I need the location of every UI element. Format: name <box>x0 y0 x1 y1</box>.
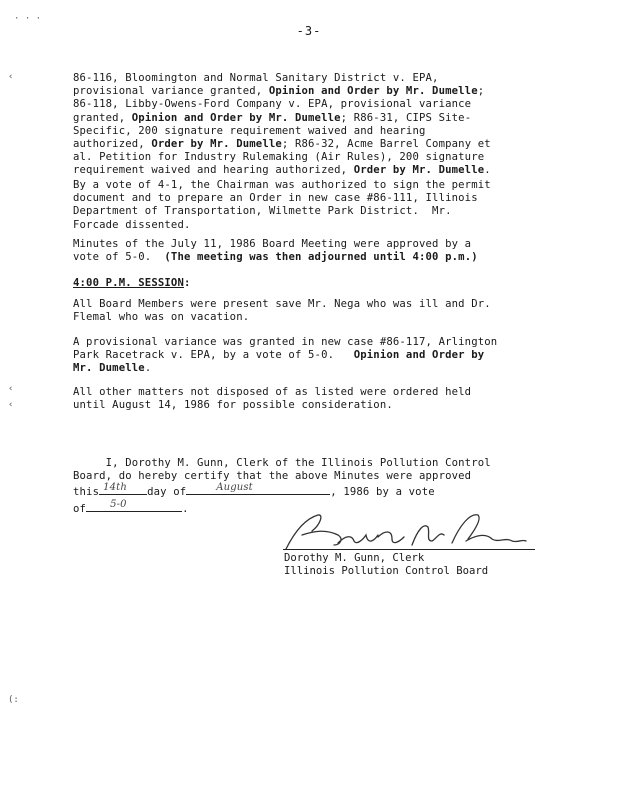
bold-text: Order by Mr. Dumelle <box>353 164 485 177</box>
bold-text: Mr. Dumelle <box>73 362 145 375</box>
paragraph-other-matters <box>73 386 543 412</box>
of-word: of <box>73 502 87 515</box>
text-line <box>73 205 543 218</box>
scan-speck: ‹ <box>8 384 14 394</box>
text-line <box>73 399 543 412</box>
handwritten-day: 14th <box>103 482 127 494</box>
text-segment: 86-118, Libby-Owens-Ford Company v. EPA, provisional variance <box>73 98 472 111</box>
text-line <box>73 138 543 151</box>
vote-blank <box>86 500 182 512</box>
text-line <box>73 72 543 85</box>
text-segment: A provisional variance was granted in new case #86-117, Arlington <box>73 336 498 348</box>
text-segment: ; R86-31, CIPS Site- <box>340 111 472 124</box>
certification-line-1: I, Dorothy M. Gunn, Clerk of the Illinois Pollution Control <box>73 457 491 469</box>
paragraph-case-list <box>73 72 543 178</box>
scan-speck: (: <box>8 695 19 705</box>
signatory-block <box>284 552 488 577</box>
signature-image <box>280 505 530 555</box>
paragraph-minutes-approved <box>73 238 543 264</box>
page-number: -3- <box>296 24 322 38</box>
signatory-organization: Illinois Pollution Control Board <box>284 564 489 577</box>
text-segment: All Board Members were present save Mr. Nega who was ill and Dr. <box>73 298 491 310</box>
year-text: , 1986 by a vote <box>330 486 435 499</box>
text-line <box>73 277 543 290</box>
text-line <box>73 192 543 205</box>
signatory-name: Dorothy M. Gunn, Clerk <box>284 552 425 564</box>
text-segment: Department of Transportation, Wilmette Park District. Mr. <box>73 205 452 218</box>
scan-speck: · · · <box>14 14 42 24</box>
text-segment: until August 14, 1986 for possible consideration. <box>73 399 393 412</box>
text-line <box>73 98 543 111</box>
text-segment: All other matters not disposed of as listed were ordered held <box>73 386 472 398</box>
text-segment: document and to prepare an Order in new case #86-111, Illinois <box>73 192 478 205</box>
paragraph-attendance <box>73 298 543 324</box>
signature-line <box>283 549 535 550</box>
text-line <box>73 251 543 264</box>
day-blank <box>99 483 147 495</box>
period: . <box>182 502 189 515</box>
text-line <box>73 179 543 192</box>
text-line <box>73 85 543 98</box>
text-segment: . <box>484 164 491 177</box>
text-segment: 86-116, Bloomington and Normal Sanitary District v. EPA, <box>73 72 439 84</box>
text-segment: vote of 5-0. <box>73 251 165 264</box>
text-segment: Minutes of the July 11, 1986 Board Meeting were approved by a <box>73 238 472 250</box>
text-segment: . <box>144 362 152 375</box>
paragraph-permit-vote <box>73 179 543 232</box>
bold-text: Order by Mr. Dumelle <box>151 138 282 151</box>
text-segment: Forcade dissented. <box>73 218 191 231</box>
bold-text: : <box>183 277 191 289</box>
text-segment: ; R86-32, Acme Barrel Company et <box>281 138 491 151</box>
text-segment: provisional variance granted, <box>73 85 269 98</box>
bold-text: Opinion and Order by Mr. Dumelle <box>131 111 341 124</box>
text-line <box>73 386 543 399</box>
bold-text: (The meeting was then adjourned until 4:00 p.m.) <box>164 251 478 264</box>
text-line <box>73 125 543 138</box>
day-of-word: day of <box>147 486 187 499</box>
text-line <box>73 164 543 177</box>
text-segment: Specific, 200 signature requirement waived and hearing <box>73 124 426 137</box>
bold-text: 4:00 P.M. SESSION <box>73 277 184 289</box>
bold-text: Opinion and Order by <box>353 349 485 362</box>
certification-line-2: Board, do hereby certify that the above Minutes were approved <box>73 470 472 483</box>
text-segment: Park Racetrack v. EPA, by a vote of 5-0. <box>73 349 354 362</box>
text-line <box>73 336 543 349</box>
bold-text: Opinion and Order by Mr. Dumelle <box>268 85 478 98</box>
text-line <box>73 112 543 125</box>
scan-speck: ‹ <box>8 72 14 82</box>
scan-speck: ‹ <box>8 400 14 410</box>
text-line <box>73 238 543 251</box>
month-blank <box>186 483 330 495</box>
text-segment: authorized, <box>73 138 152 151</box>
paragraph-arlington-variance <box>73 336 543 376</box>
text-segment: ; <box>477 85 485 98</box>
text-line <box>73 362 543 375</box>
text-line <box>73 151 543 164</box>
text-segment: By a vote of 4-1, the Chairman was authorized to sign the permit <box>73 179 491 191</box>
text-line <box>73 349 543 362</box>
text-line <box>73 311 543 324</box>
text-segment: granted, <box>73 111 132 124</box>
text-segment: Flemal who was on vacation. <box>73 311 250 324</box>
text-segment: al. Petition for Industry Rulemaking (Air Rules), 200 signature <box>73 151 485 164</box>
handwritten-month: August <box>216 482 253 494</box>
handwritten-vote: 5-0 <box>110 498 127 510</box>
text-line <box>73 219 543 232</box>
certification-line-3 <box>73 483 543 499</box>
text-segment: requirement waived and hearing authorized, <box>73 164 354 177</box>
text-line <box>73 298 543 311</box>
this-word: this <box>73 486 100 499</box>
session-heading <box>73 277 543 290</box>
